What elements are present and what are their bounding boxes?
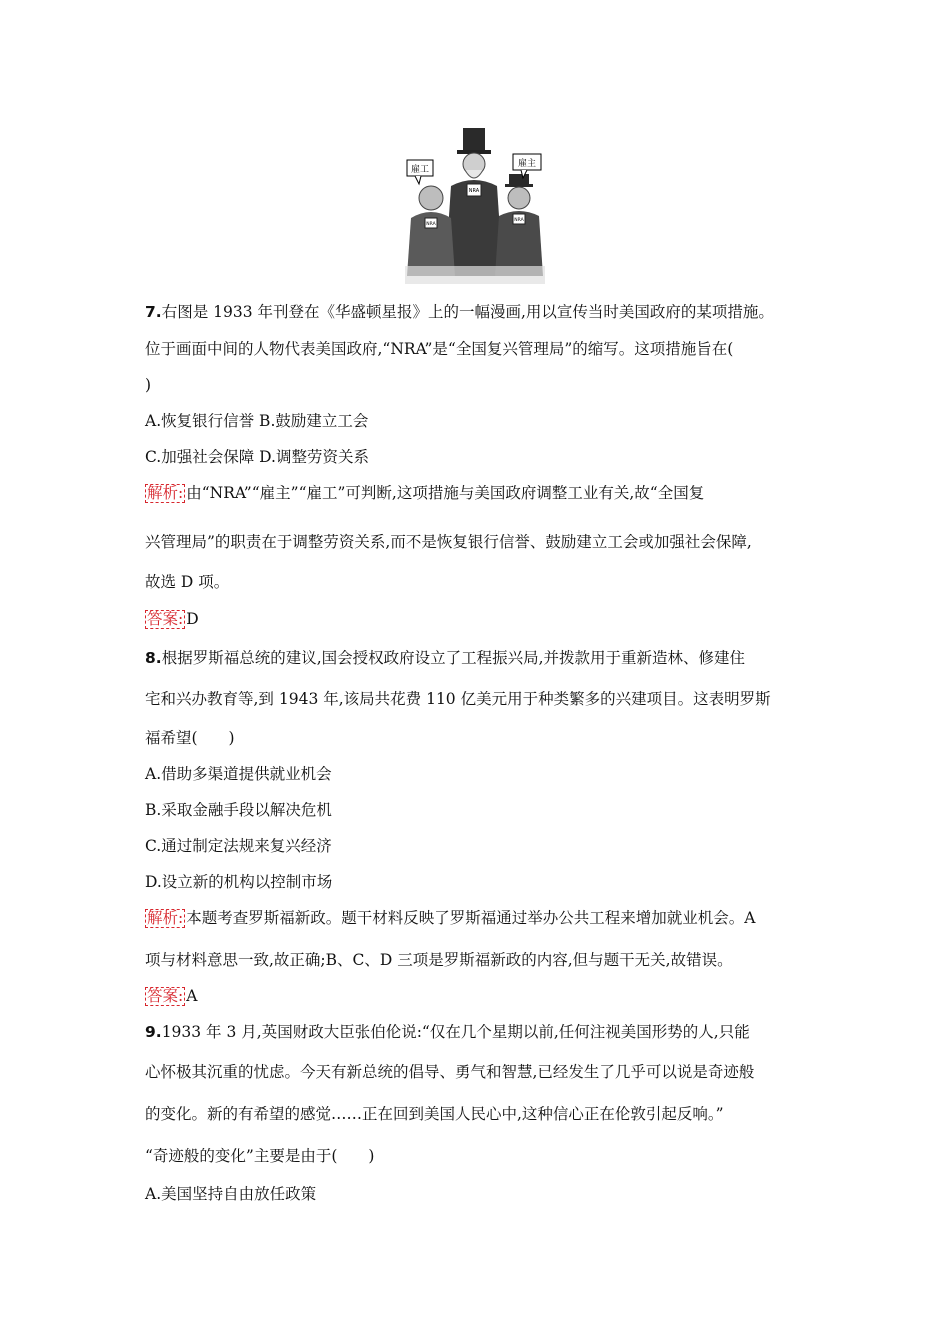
- q7-answer: D: [186, 610, 199, 628]
- q7-answer-line: [145, 609, 199, 629]
- q7-analysis-line-2: 兴管理局”的职责在于调整劳资关系,而不是恢复银行信誉、鼓励建立工会或加强社会保障,: [145, 533, 752, 551]
- q7-analysis-line-3: 故选 D 项。: [145, 573, 230, 591]
- q8-option-c: C.通过制定法规来复兴经济: [145, 837, 332, 855]
- q7-options-row-1: A.恢复银行信誉 B.鼓励建立工会: [145, 412, 369, 430]
- q7-analysis-label: 解析:: [147, 484, 184, 502]
- q9-stem-line-2: 心怀极其沉重的忧虑。今天有新总统的倡导、勇气和智慧,已经发生了几乎可以说是奇迹般: [145, 1063, 755, 1081]
- q8-analysis-line-1: 解析: 本题考查罗斯福新政。题干材料反映了罗斯福通过举办公共工程来增加就业机会。A: [147, 909, 756, 927]
- q7-stem-line-2: 位于画面中间的人物代表美国政府,“NRA”是“全国复兴管理局”的缩写。这项措施旨在(: [145, 340, 734, 358]
- q7-stem-line-1: 7.右图是 1933 年刊登在《华盛顿星报》上的一幅漫画,用以宣传当时美国政府的某项措施。: [145, 303, 774, 321]
- q8-answer-line: [145, 986, 197, 1006]
- q7-stem-line-3: ): [145, 376, 152, 394]
- q9-option-a: A.美国坚持自由放任政策: [145, 1185, 317, 1203]
- center-badge-text: NRA: [468, 188, 480, 194]
- q8-option-a: A.借助多渠道提供就业机会: [145, 765, 332, 783]
- speech-bubble-employer: 雇主: [517, 159, 537, 169]
- q7-options-row-2: C.加强社会保障 D.调整劳资关系: [145, 448, 369, 466]
- q7-analysis-line-1: 解析: 由“NRA”“雇主”“雇工”可判断,这项措施与美国政府调整工业有关,故“全国复: [147, 484, 705, 502]
- q8-analysis-label: 解析:: [147, 909, 184, 927]
- q8-number: 8.: [145, 649, 162, 667]
- q8-stem-line-3: 福希望( ): [145, 729, 235, 747]
- q8-answer: A: [186, 987, 198, 1005]
- q7-answer-label: 答案:: [147, 610, 184, 628]
- q7-number: 7.: [145, 303, 162, 321]
- right-badge-text: NRA: [514, 218, 524, 223]
- q8-option-b: B.采取金融手段以解决危机: [145, 801, 332, 819]
- q9-stem-line-1: 9.1933 年 3 月,英国财政大臣张伯伦说:“仅在几个星期以前,任何注视美国形势的人,只能: [145, 1023, 750, 1041]
- q9-stem-line-3: 的变化。新的有希望的感觉……正在回到美国人民心中,这种信心正在伦敦引起反响。”: [145, 1105, 724, 1123]
- q8-stem-line-1: 8.根据罗斯福总统的建议,国会授权政府设立了工程振兴局,并拨款用于重新造林、修建住: [145, 649, 746, 667]
- q8-analysis-line-2: 项与材料意思一致,故正确;B、C、D 三项是罗斯福新政的内容,但与题干无关,故错误。: [145, 951, 733, 969]
- nra-cartoon-image: [405, 126, 545, 284]
- speech-bubble-worker: 雇工: [410, 165, 430, 175]
- q8-option-d: D.设立新的机构以控制市场: [145, 873, 333, 891]
- left-badge-text: NRA: [426, 222, 436, 227]
- q8-stem-line-2: 宅和兴办教育等,到 1943 年,该局共花费 110 亿美元用于种类繁多的兴建项目。这表明罗斯: [145, 690, 771, 708]
- q9-stem-line-4: “奇迹般的变化”主要是由于( ): [145, 1147, 375, 1165]
- q9-number: 9.: [145, 1023, 162, 1041]
- q8-answer-label: 答案:: [147, 987, 184, 1005]
